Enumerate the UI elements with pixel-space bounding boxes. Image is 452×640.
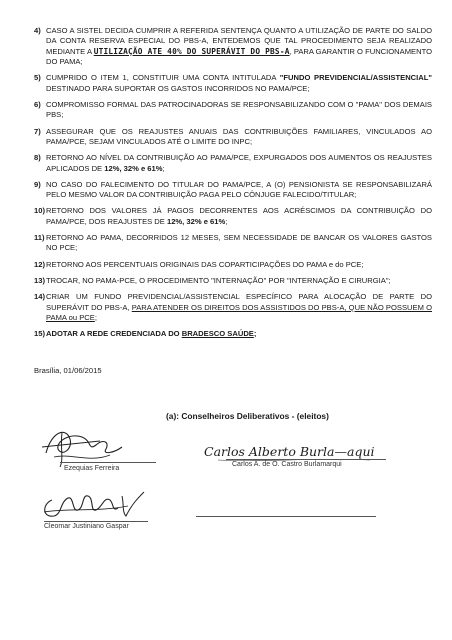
item-text [46,233,432,254]
item-text-part: ; [162,163,165,173]
item-text [46,180,432,201]
item-number: 15) [34,329,45,339]
signature-carlos-handwriting: Carlos Alberto Burla—aqui [204,444,375,459]
document-date: Brasília, 01/06/2015 [34,366,102,375]
item-text [46,206,432,227]
item-text-part: RETORNO AOS PERCENTUAIS ORIGINAIS DAS COPARTICIPAÇÕES DO PAMA e do PCE; [46,259,364,269]
item-text [46,329,432,339]
item-number: 9) [34,179,41,189]
item-number: 10) [34,206,45,216]
item-text [46,153,432,174]
list-item [34,26,432,68]
list-item [34,127,432,148]
item-text-part: RETORNO AO PAMA, DECORRIDOS 12 MESES, SEM NECESSIDADE DE BANCAR OS VALORES GASTOS NO PCE; [46,233,432,253]
item-text [46,260,432,270]
list-item [34,100,432,121]
list-item [34,233,432,254]
item-text-part: , PARA GARANTIR O FUNCIONAMENTO DO PAMA; [46,46,433,67]
item-text-part: CRIAR UM FUNDO PREVIDENCIAL/ASSISTENCIAL ESPECÍFICO PARA ALOCAÇÃO DE PARTE DO SUPERÁVIT DO PBS-A, [46,292,432,312]
signature-line-1 [60,462,156,463]
list-item [34,73,432,94]
item-text-part: RETORNO AO NÍVEL DA CONTRIBUIÇÃO AO PAMA/PCE, EXPURGADOS DOS AUMENTOS OS REAJUSTES APLICADOS DE [46,153,432,173]
list-item [34,260,432,270]
item-text-part: DESTINADO PARA SUPORTAR OS GASTOS INCORRIDOS NO PAMA/PCE; [46,83,310,93]
item-text-part: 12%, 32% e 61% [104,163,163,173]
signatory-name-3: Cleomar Justiniano Gaspar [44,523,129,530]
item-number: 5) [34,73,41,83]
item-number: 6) [34,100,41,110]
item-number: 7) [34,126,41,136]
signature-line-4 [196,516,376,517]
item-text [46,276,432,286]
item-number: 14) [34,292,45,302]
item-text-part: BRADESCO SAÚDE [181,329,254,339]
item-text-part: ASSEGURAR QUE OS REAJUSTES ANUAIS DAS CONTRIBUIÇÕES FAMILIARES, VINCULADOS AO PAMA/PCE, SEJAM VINCULADOS ATÉ O LIMITE DO INPC; [46,126,432,147]
item-text-part: ADOTAR A REDE CREDENCIADA DO [46,329,182,339]
item-text [46,292,432,323]
item-text [46,26,432,68]
item-text-part: UTILIZAÇÃO ATE 40% DO SUPERÁVIT DO PBS-A [93,46,290,56]
item-text-part: RETORNO DOS VALORES JÁ PAGOS DECORRENTES AOS ACRÉSCIMOS DA CONTRIBUIÇÃO DO PAMA/PCE, DOS REAJUSTES DE [46,206,432,226]
list-item [34,180,432,201]
item-text [46,100,432,121]
item-text-part: "FUNDO PREVIDENCIAL/ASSISTENCIAL" [279,73,432,83]
item-text-part: CASO A SISTEL DECIDA CUMPRIR A REFERIDA SENTENÇA QUANTO A UTILIZAÇÃO DE PARTE DO SALDO DA CONTA RESERVA ESPECIAL DO PBS-A, ENTEDEMOS QUE TAL PROCEDIMENTO SEJA REALIZADO MEDIANTE A [46,26,432,56]
item-text-part: ; [253,329,257,339]
item-text-part: ; [94,312,97,322]
item-text-part: 12%, 32% e 61% [166,216,226,226]
list-item [34,329,432,339]
item-text-part: COMPROMISSO FORMAL DAS PATROCINADORAS SE RESPONSABILIZANDO COM O "PAMA" DOS DEMAIS PBS; [46,100,432,120]
item-text-part: PARA ATENDER OS DIREITOS DOS ASSISTIDOS DO PBS-A, QUE NÃO POSSUEM O PAMA ou PCE [46,302,432,322]
list-item [34,276,432,286]
list-item [34,153,432,174]
item-text-part: NO CASO DO FALECIMENTO DO TITULAR DO PAMA/PCE, A (O) PENSIONISTA SE RESPONSABILIZARÁ PELO MESMO VALOR DA CONTRIBUIÇÃO PAGA PELO CÔNJUGE FALECIDO/TITULAR; [46,179,432,200]
signature-line-3 [44,521,148,522]
signatory-name-2: Carlos A. de O. Castro Burlamarqui [232,461,342,468]
item-number: 8) [34,153,41,163]
item-number: 13) [34,275,45,285]
item-number: 4) [34,26,41,35]
list-item [34,206,432,227]
signatory-name-1: Ezequias Ferreira [64,465,120,472]
item-number: 11) [34,233,45,243]
item-text-part: CUMPRIDO O ITEM 1, CONSTITUIR UMA CONTA INTITULADA [46,73,280,83]
item-number: 12) [34,259,45,269]
item-text-part: TROCAR, NO PAMA-PCE, O PROCEDIMENTO "INTERNAÇÃO" POR "INTERNAÇÃO E CIRURGIA"; [46,275,391,285]
item-text-part: ; [225,216,228,226]
council-heading: (a): Conselheiros Deliberativos - (eleitos) [166,411,329,421]
list-item [34,292,432,323]
item-list [34,26,432,345]
signature-line-2 [226,459,386,460]
item-text [46,73,432,94]
item-text [46,127,432,148]
